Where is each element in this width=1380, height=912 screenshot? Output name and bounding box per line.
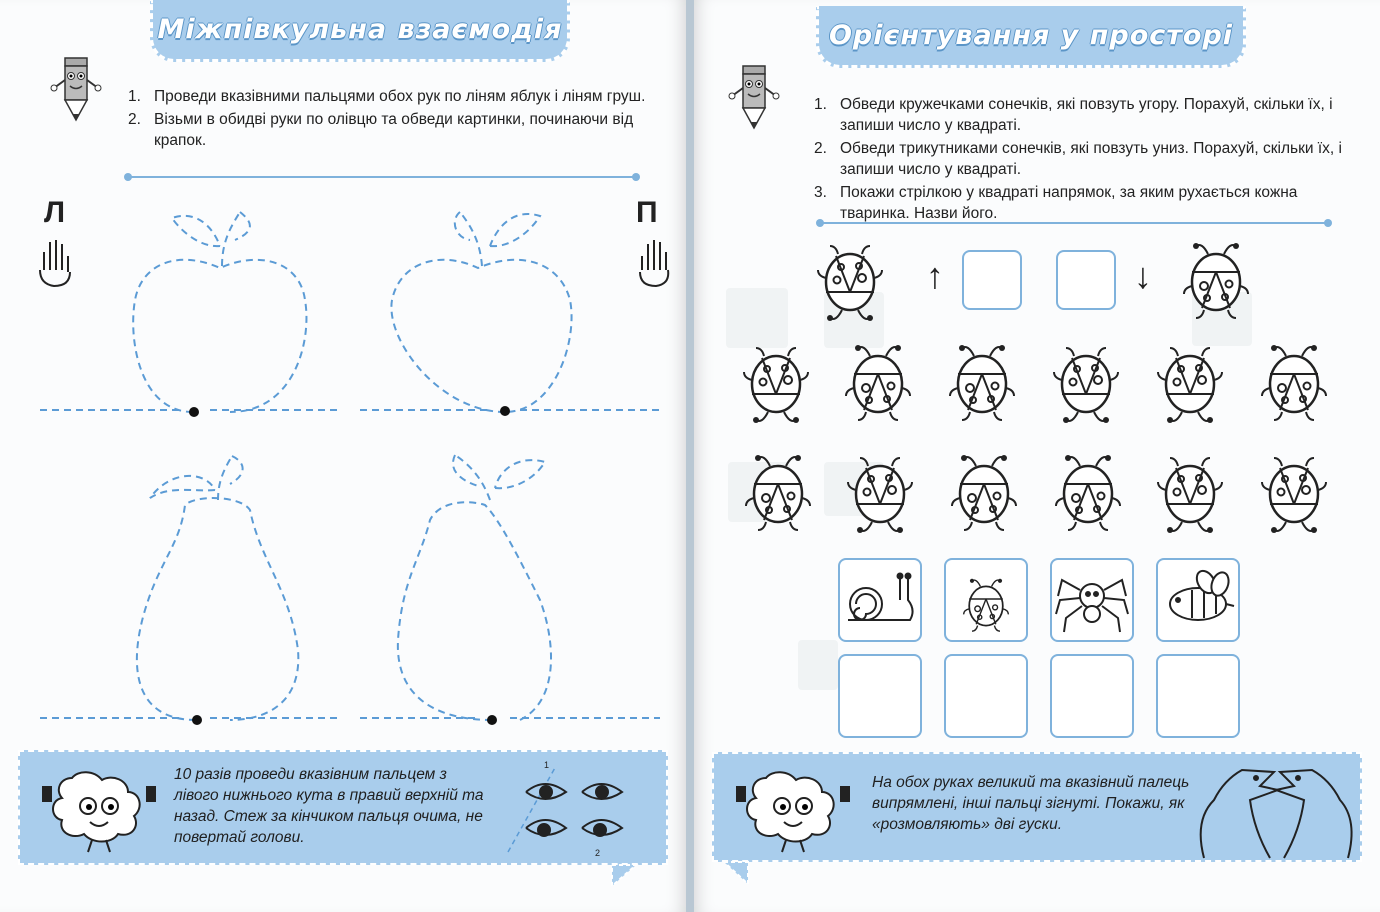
mark-1: 1: [544, 760, 550, 770]
instruction-item: 3. Покажи стрілкою у квадраті напрямок, за яким рухається кожна тваринка. Назви його.: [814, 184, 1298, 222]
right-hand-letter: П: [636, 196, 658, 229]
right-tip-text: На обох руках великий та вказівний палець випрямлені, інші пальці зігнуті. Покажи, як «розмовляють» дві гуски.: [872, 774, 1190, 833]
instruction-item: 2. Обведи трикутниками сонечків, які повзуть униз. Порахуй, скільки їх, і запиши число у квадраті.: [814, 140, 1342, 178]
book-gutter: [686, 0, 694, 912]
left-page-title: Міжпівкульна взаємодія: [157, 14, 563, 45]
instruction-item: 1. Обведи кружечками сонечків, які повзуть угору. Порахуй, скільки їх, і запиши число у квадраті.: [814, 96, 1333, 134]
instruction-item: 1. Проведи вказівними пальцями обох рук по ліням яблук і ліням груш.: [128, 88, 646, 105]
instruction-item: 2. Візьми в обидві руки по олівцю та обведи картинки, починаючи від крапок.: [128, 111, 634, 149]
arrow-up-icon: ↑: [926, 255, 944, 296]
right-page-title: Орієнтування у просторі: [828, 20, 1234, 51]
left-tip-text: 10 разів проведи вказівним пальцем з лівого нижнього кута в правий верхній та назад. Стеж за кінчиком пальця очима, не повертай голови.: [174, 766, 484, 846]
eyes-icon: [526, 784, 622, 836]
brain-mascot-icon: [42, 772, 156, 852]
diagonal-guide: [508, 766, 556, 852]
brain-mascot-icon: [736, 772, 850, 852]
mark-2: 2: [595, 848, 601, 858]
right-page: [694, 0, 1380, 912]
goose-hands-icon: [1201, 770, 1352, 858]
arrow-down-icon: ↓: [1134, 255, 1152, 296]
left-page: [0, 0, 686, 912]
left-hand-letter: Л: [44, 196, 66, 229]
